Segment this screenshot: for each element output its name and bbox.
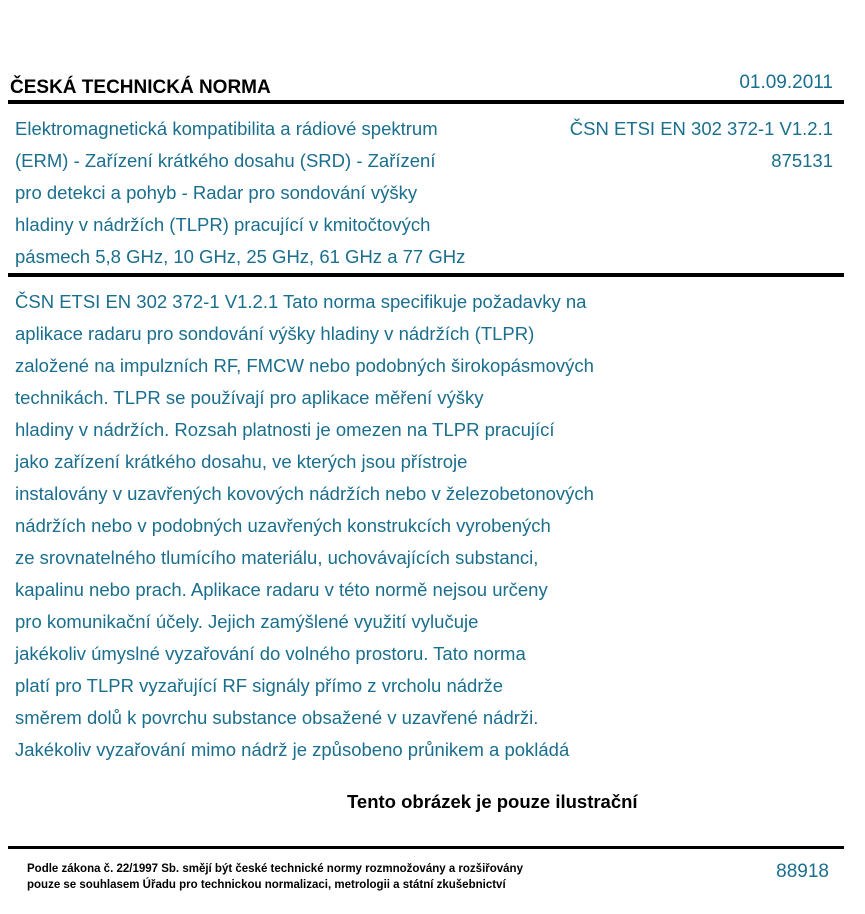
norm-title: [15, 113, 545, 273]
title-line: pásmech 5,8 GHz, 10 GHz, 25 GHz, 61 GHz a 77 GHz: [15, 246, 466, 267]
abstract-line: platí pro TLPR vyzařující RF signály přímo z vrcholu nádrže: [15, 675, 504, 696]
abstract-line: Jakékoliv vyzařování mimo nádrž je způsobeno průnikem a pokládá: [15, 739, 570, 760]
abstract-line: kapalinu nebo prach. Aplikace radaru v této normě nejsou určeny: [15, 579, 548, 600]
abstract-line: instalovány v uzavřených kovových nádržích nebo v železobetonových: [15, 483, 594, 504]
illustration-note: Tento obrázek je pouze ilustrační: [347, 791, 638, 812]
abstract-line: technikách. TLPR se používají pro aplikace měření výšky: [15, 387, 484, 408]
norm-designation: ČSN ETSI EN 302 372-1 V1.2.1: [569, 118, 833, 139]
legal-line: pouze se souhlasem Úřadu pro technickou normalizaci, metrologii a státní zkušebnictví: [27, 879, 506, 891]
abstract-line: jakékoliv úmyslné vyzařování do volného prostoru. Tato norma: [15, 643, 526, 664]
legal-notice: [27, 861, 523, 893]
class-number: 875131: [771, 150, 833, 171]
abstract-line: ČSN ETSI EN 302 372-1 V1.2.1 Tato norma specifikuje požadavky na: [15, 291, 587, 312]
title-line: pro detekci a pohyb - Radar pro sondování výšky: [15, 182, 418, 203]
abstract-line: pro komunikační účely. Jejich zamýšlené využití vylučuje: [15, 611, 479, 632]
abstract-line: aplikace radaru pro sondování výšky hladiny v nádržích (TLPR): [15, 323, 535, 344]
catalog-number: 88918: [776, 861, 829, 882]
abstract-line: směrem dolů k povrchu substance obsažené v uzavřené nádrži.: [15, 707, 539, 728]
issue-date: 01.09.2011: [739, 72, 833, 93]
footer-divider: [8, 846, 844, 849]
abstract-line: hladiny v nádržích. Rozsah platnosti je omezen na TLPR pracující: [15, 419, 555, 440]
abstract: [15, 286, 715, 766]
title-line: hladiny v nádržích (TLPR) pracující v kmitočtových: [15, 214, 431, 235]
legal-line: Podle zákona č. 22/1997 Sb. smějí být české technické normy rozmnožovány a rozšiřovány: [27, 863, 523, 875]
title-line: Elektromagnetická kompatibilita a rádiové spektrum: [15, 118, 438, 139]
abstract-line: nádržích nebo v podobných uzavřených konstrukcích vyrobených: [15, 515, 551, 536]
abstract-line: založené na impulzních RF, FMCW nebo podobných širokopásmových: [15, 355, 594, 376]
title-divider: [8, 273, 844, 277]
norm-identification: [570, 113, 833, 177]
header-divider: [8, 100, 844, 104]
abstract-line: ze srovnatelného tlumícího materiálu, uchovávajících substanci,: [15, 547, 539, 568]
abstract-line: jako zařízení krátkého dosahu, ve kterých jsou přístroje: [15, 451, 468, 472]
title-line: (ERM) - Zařízení krátkého dosahu (SRD) - Zařízení: [15, 150, 436, 171]
norm-heading: ČESKÁ TECHNICKÁ NORMA: [10, 77, 271, 98]
